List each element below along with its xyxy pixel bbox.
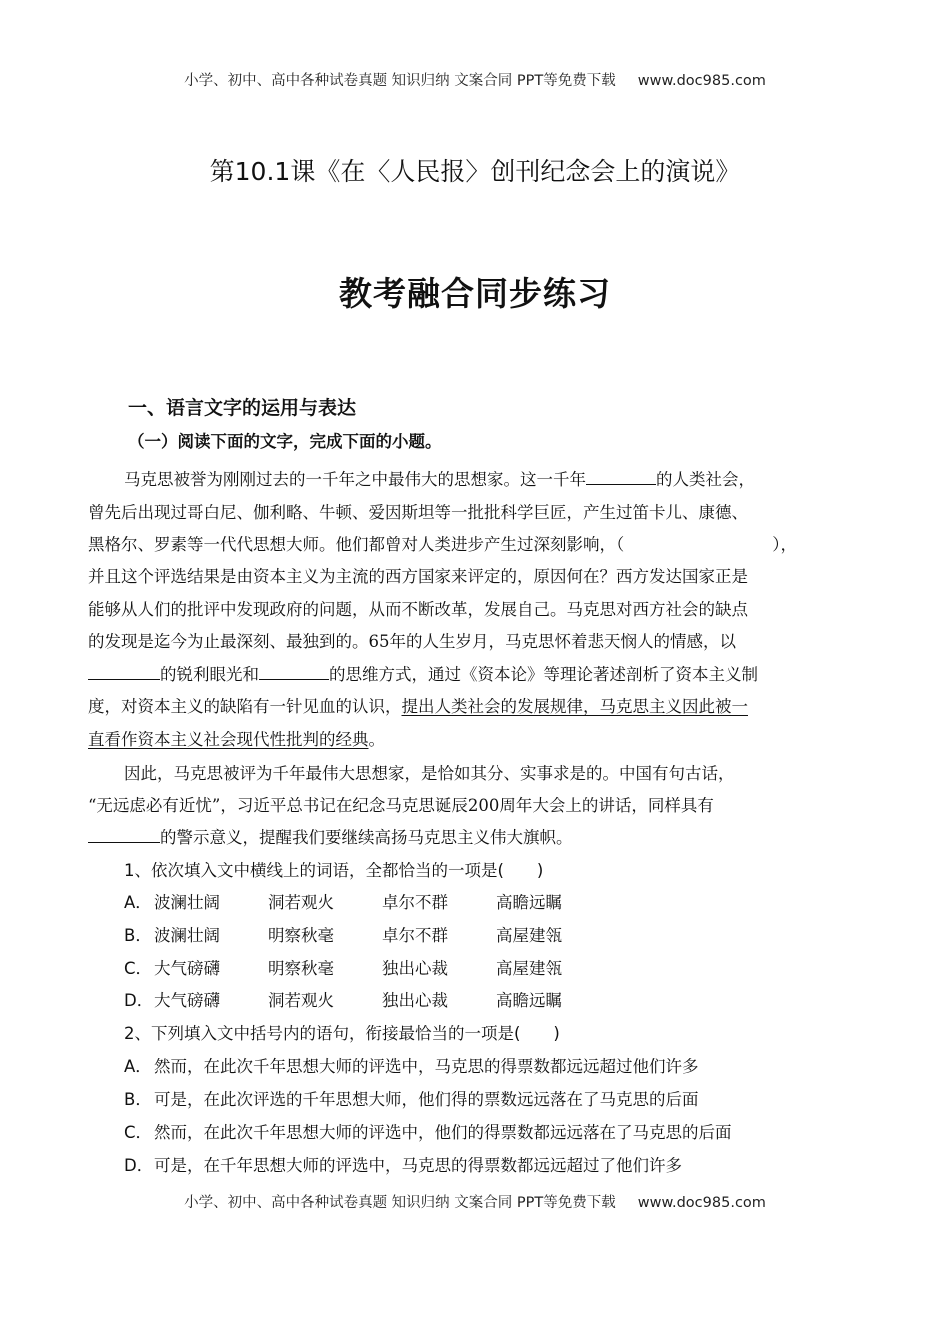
option-word: 洞若观火 [268, 893, 334, 912]
option-word: 独出心裁 [382, 959, 448, 978]
passage-text: 的思维方式，通过《资本论》等理论著述剖析了资本主义制 [329, 665, 758, 684]
passage-line [88, 531, 797, 555]
passage-line [88, 661, 758, 685]
passage-text: 黑格尔、罗素等一代代思想大师。他们都曾对人类进步产生过深刻影响，（ [88, 535, 625, 554]
passage-text: 。 [368, 730, 385, 749]
header-banner [0, 69, 950, 90]
passage-line: 并且这个评选结果是由资本主义为主流的西方国家来评定的，原因何在？西方发达国家正是 [88, 567, 748, 586]
banner-text: 小学、初中、高中各种试卷真题 知识归纳 文案合同 PPT等免费下载 [184, 1195, 616, 1211]
answer-option[interactable] [124, 987, 610, 1011]
option-word: 波澜壮阔 [154, 926, 220, 945]
answer-option[interactable] [124, 889, 610, 913]
question-stem: 1、依次填入文中横线上的词语，全都恰当的一项是( ) [124, 861, 544, 880]
option-word: 卓尔不群 [382, 893, 448, 912]
option-label: A． [124, 893, 152, 912]
answer-option[interactable] [124, 1152, 682, 1176]
fill-blank [88, 663, 160, 680]
underlined-sentence: 提出人类社会的发展规律，马克思主义因此被一 [401, 697, 748, 716]
option-label: C． [124, 959, 153, 978]
option-text: 然而，在此次千年思想大师的评选中，马克思的得票数都远远超过他们许多 [154, 1057, 699, 1076]
option-label: B． [124, 1090, 152, 1109]
passage-line: 的发现是迄今为止最深刻、最独到的。65年的人生岁月，马克思怀着悲天悯人的情感，以 [88, 632, 736, 651]
answer-option[interactable] [124, 955, 610, 979]
passage-text: 的锐利眼光和 [160, 665, 259, 684]
footer-banner [0, 1191, 950, 1212]
option-label: D． [124, 1156, 154, 1175]
option-text: 然而，在此次千年思想大师的评选中，他们的得票数都远远落在了马克思的后面 [154, 1123, 732, 1142]
answer-option[interactable] [124, 1086, 699, 1110]
passage-text: ）， [772, 535, 797, 554]
passage-text: 马克思被誉为刚刚过去的一千年之中最伟大的思想家。这一千年 [124, 470, 586, 489]
option-word: 卓尔不群 [382, 926, 448, 945]
passage-text: 的人类社会， [656, 470, 755, 489]
page-title: 教考融合同步练习 [339, 274, 611, 313]
answer-option[interactable] [124, 1119, 732, 1143]
fill-blank [88, 826, 160, 843]
passage-line [88, 726, 385, 750]
option-label: C． [124, 1123, 153, 1142]
passage-line: “无远虑必有近忧”，习近平总书记在纪念马克思诞辰200周年大会上的讲话，同样具有 [88, 796, 714, 815]
passage-line [88, 824, 573, 848]
section-heading: 一、语言文字的运用与表达 [128, 397, 357, 419]
option-word: 洞若观火 [268, 991, 334, 1010]
option-word: 高瞻远瞩 [496, 893, 562, 912]
option-word: 明察秋毫 [268, 926, 334, 945]
underlined-sentence: 直看作资本主义社会现代性批判的经典 [88, 730, 369, 749]
option-word: 独出心裁 [382, 991, 448, 1010]
option-word: 大气磅礴 [154, 959, 220, 978]
answer-option[interactable] [124, 1053, 699, 1077]
passage-line: 能够从人们的批评中发现政府的问题，从而不断改革，发展自己。马克思对西方社会的缺点 [88, 600, 748, 619]
passage-text: 的警示意义，提醒我们要继续高扬马克思主义伟大旗帜。 [160, 828, 573, 847]
banner-text: 小学、初中、高中各种试卷真题 知识归纳 文案合同 PPT等免费下载 [184, 73, 616, 89]
passage-text: 度，对资本主义的缺陷有一针见血的认识， [88, 697, 402, 716]
option-label: B． [124, 926, 152, 945]
passage-line: 因此，马克思被评为千年最伟大思想家，是恰如其分、实事求是的。中国有句古话， [124, 764, 735, 783]
option-text: 可是，在此次评选的千年思想大师，他们得的票数远远落在了马克思的后面 [154, 1090, 699, 1109]
option-word: 高屋建瓴 [496, 926, 562, 945]
option-word: 高屋建瓴 [496, 959, 562, 978]
option-label: A． [124, 1057, 152, 1076]
option-text: 可是，在千年思想大师的评选中，马克思的得票数都远远超过了他们许多 [154, 1156, 682, 1175]
question-stem: 2、下列填入文中括号内的语句，衔接最恰当的一项是( ) [124, 1024, 560, 1043]
sub-heading: （一）阅读下面的文字，完成下面的小题。 [128, 432, 442, 451]
option-word: 大气磅礴 [154, 991, 220, 1010]
passage-line [124, 466, 755, 490]
passage-line: 曾先后出现过哥白尼、伽利略、牛顿、爱因斯坦等一批批科学巨匠，产生过笛卡儿、康德、 [88, 503, 748, 522]
lesson-title: 第10.1课《在〈人民报〉创刊纪念会上的演说》 [209, 157, 741, 186]
option-word: 明察秋毫 [268, 959, 334, 978]
option-word: 波澜壮阔 [154, 893, 220, 912]
passage-line [88, 693, 748, 717]
fill-blank [259, 663, 329, 680]
banner-site: www.doc985.com [637, 73, 766, 89]
fill-blank [586, 468, 656, 485]
banner-site: www.doc985.com [637, 1195, 766, 1211]
answer-option[interactable] [124, 922, 610, 946]
option-label: D． [124, 991, 154, 1010]
option-word: 高瞻远瞩 [496, 991, 562, 1010]
